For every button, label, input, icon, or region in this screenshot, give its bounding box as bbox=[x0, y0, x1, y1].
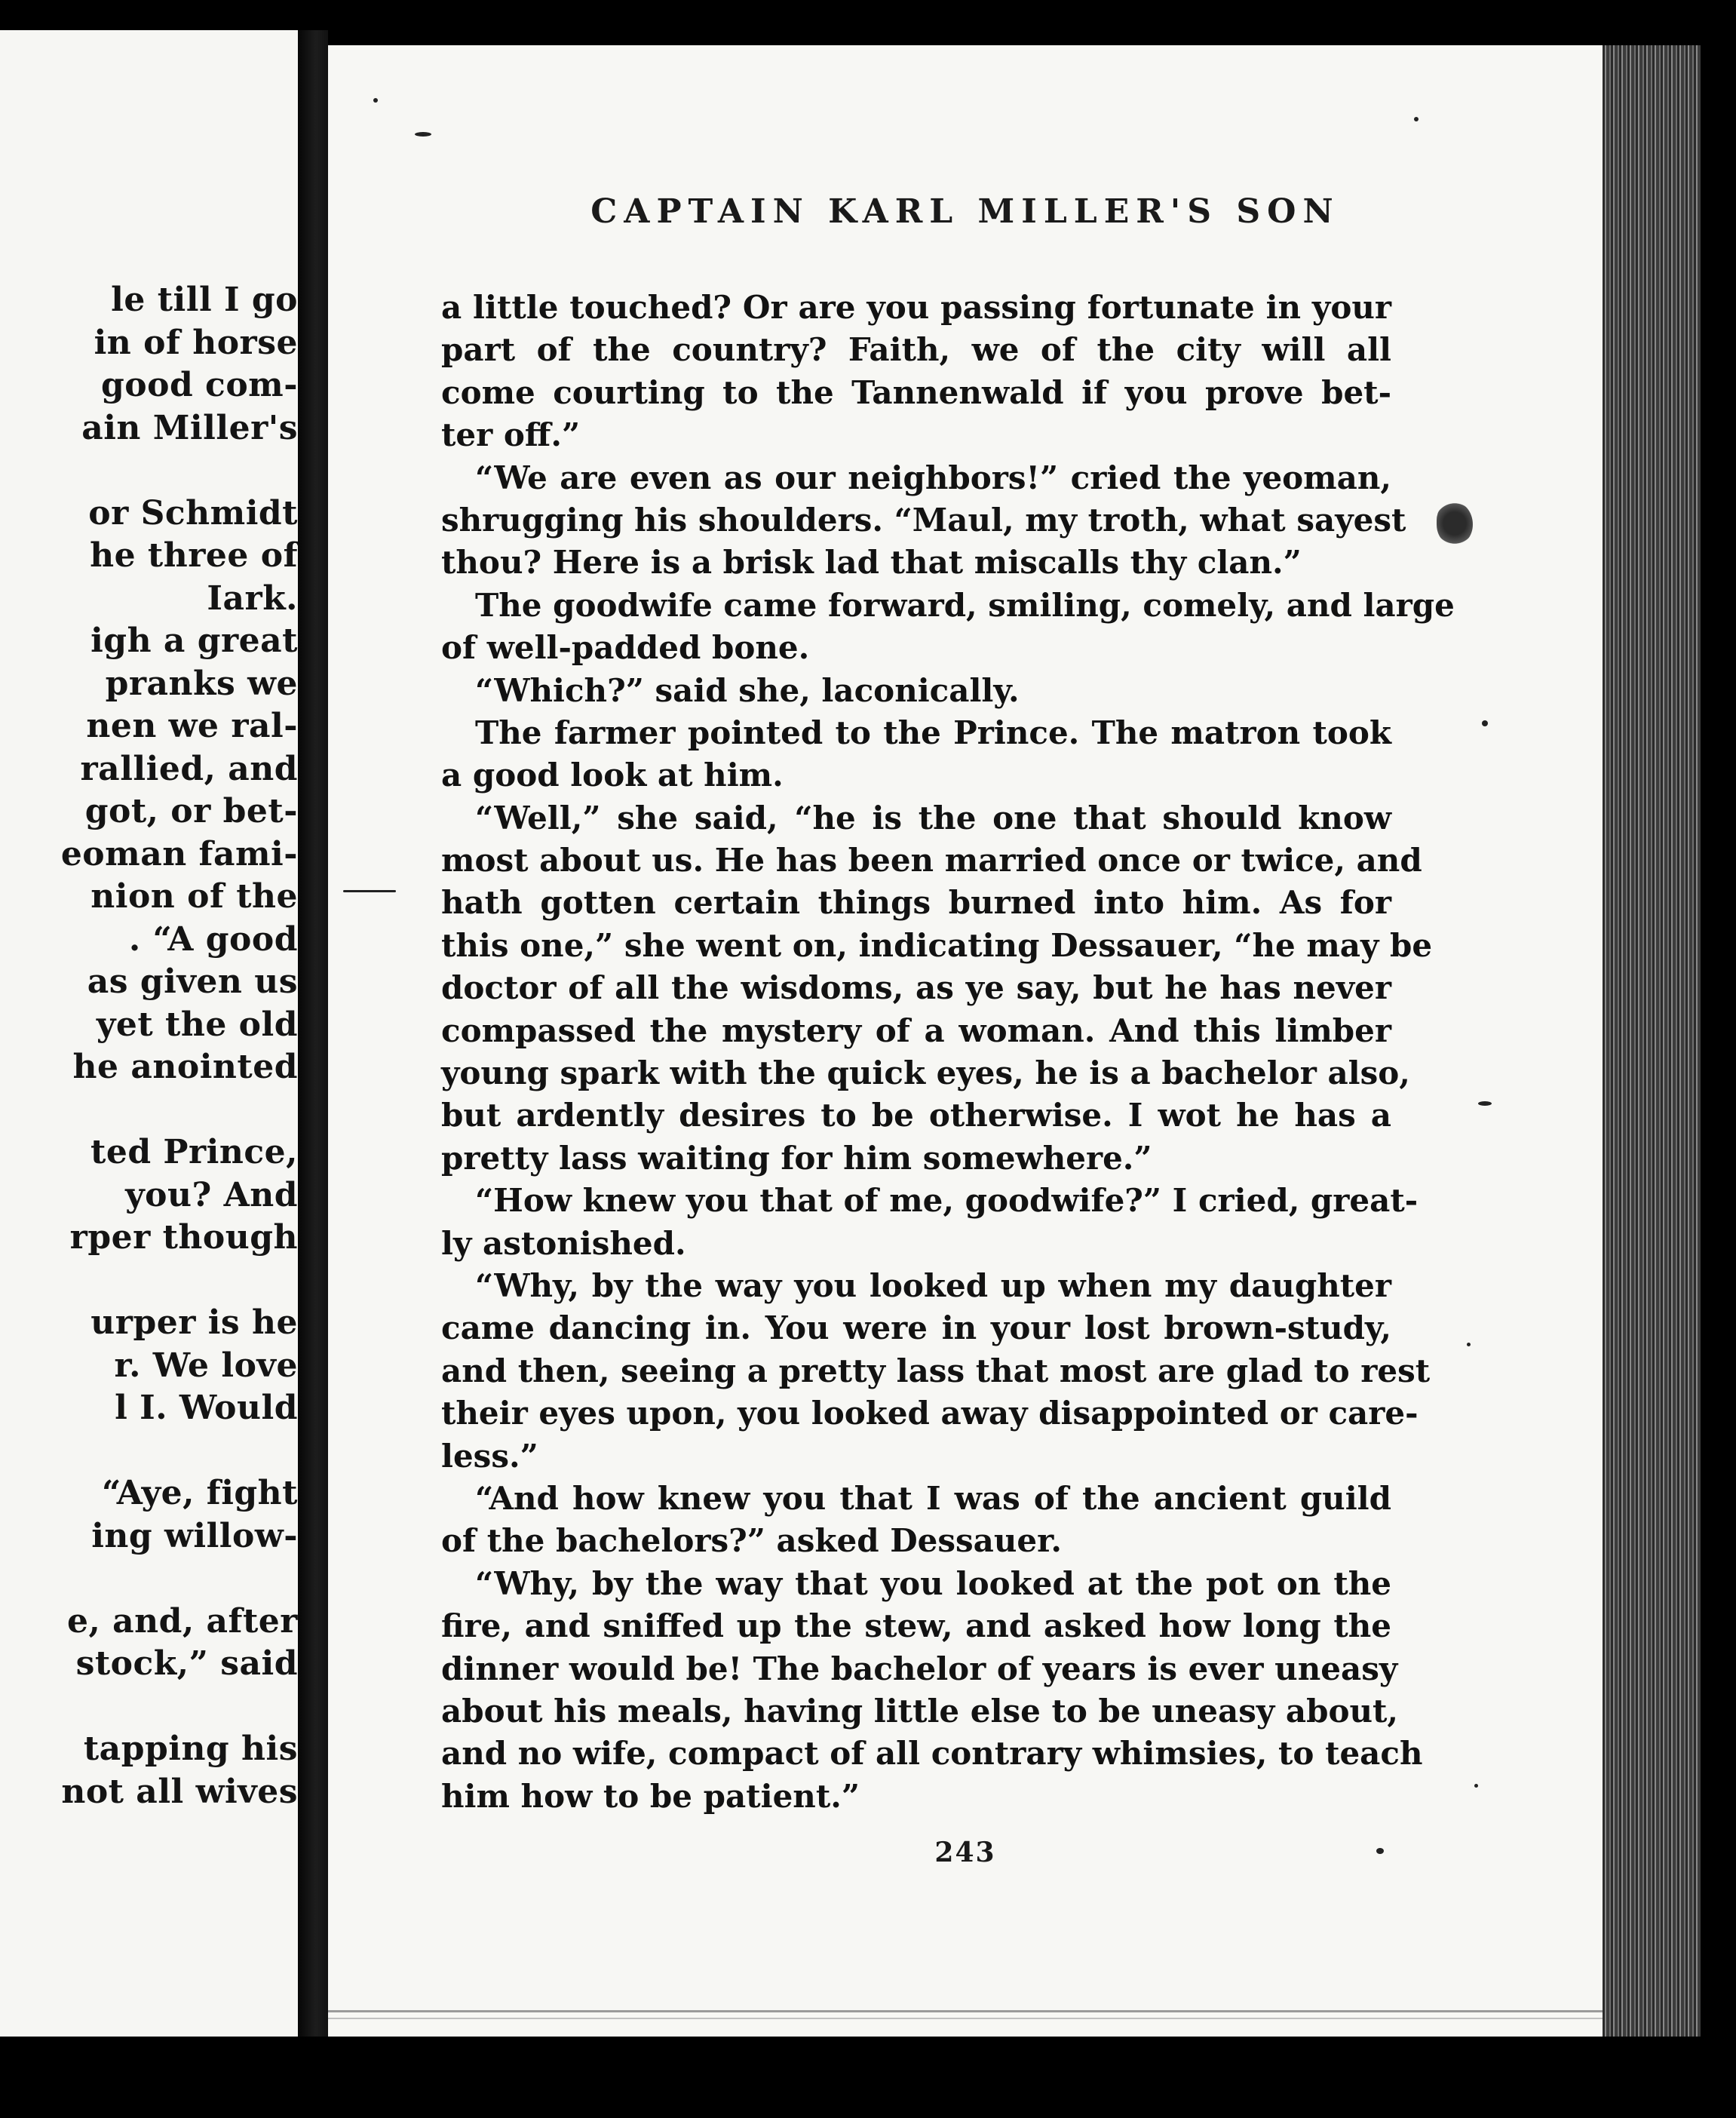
book-gutter bbox=[298, 30, 328, 2037]
left-page-line bbox=[0, 450, 302, 493]
left-page-line: r. We love bbox=[114, 1346, 298, 1385]
text-line: but ardently desires to be otherwise. I wot he has a bbox=[441, 1097, 1391, 1134]
left-page-line: got, or bet- bbox=[84, 792, 298, 830]
text-line: come courting to the Tannenwald if you prove bet- bbox=[441, 373, 1391, 411]
ink-speck bbox=[1482, 720, 1488, 726]
left-page-line: . “A good bbox=[128, 919, 298, 959]
text-line: a good look at him. bbox=[441, 757, 784, 794]
left-page-line bbox=[0, 1089, 302, 1132]
text-line: of the bachelors?” asked Dessauer. bbox=[441, 1522, 1062, 1560]
page-edge-stack bbox=[1603, 45, 1736, 2037]
ink-speck bbox=[415, 132, 431, 137]
left-page-line: in of horse bbox=[94, 323, 298, 362]
text-line: “How knew you that of me, goodwife?” I cried, great- bbox=[475, 1182, 1419, 1220]
left-page-line: ain Miller's bbox=[81, 408, 298, 447]
left-page-line: rallied, and bbox=[80, 749, 298, 788]
text-line: part of the country? Faith, we of the city will all bbox=[441, 331, 1391, 369]
left-page-line: stock,” said bbox=[75, 1644, 298, 1683]
text-line: about his meals, having little else to be uneasy about, bbox=[441, 1692, 1399, 1730]
left-page-lines bbox=[0, 279, 298, 1813]
text-line: young spark with the quick eyes, he is a bachelor also, bbox=[441, 1054, 1410, 1092]
ink-speck bbox=[1414, 117, 1419, 121]
left-page-line: ing willow- bbox=[91, 1516, 298, 1555]
text-line: and no wife, compact of all contrary whimsies, to teach bbox=[441, 1735, 1423, 1773]
left-page-line: he three of bbox=[90, 536, 298, 575]
left-page-line: not all wives bbox=[61, 1772, 298, 1811]
text-line: “And how knew you that I was of the ancient guild bbox=[475, 1479, 1391, 1517]
text-line: dinner would be! The bachelor of years is ever uneasy bbox=[441, 1650, 1398, 1687]
left-page-line: eoman fami- bbox=[60, 834, 298, 873]
scan-bottom-border bbox=[0, 2037, 1736, 2118]
text-line: “We are even as our neighbors!” cried the yeoman, bbox=[475, 459, 1391, 496]
text-line: doctor of all the wisdoms, as ye say, but he has never bbox=[441, 969, 1391, 1007]
left-page-line: urper is he bbox=[90, 1303, 298, 1342]
page-bottom-rule bbox=[328, 2010, 1603, 2012]
left-page-line: rper though bbox=[69, 1218, 298, 1257]
left-page-line: e, and, after bbox=[67, 1601, 298, 1641]
text-line: fire, and sniffed up the stew, and asked how long the bbox=[441, 1607, 1391, 1645]
left-page-line: le till I go bbox=[111, 281, 298, 319]
ink-blot bbox=[1437, 502, 1473, 545]
left-page-line: as given us bbox=[87, 962, 298, 1001]
text-line: compassed the mystery of a woman. And this limber bbox=[441, 1011, 1391, 1049]
text-line: pretty lass waiting for him somewhere.” bbox=[441, 1139, 1152, 1177]
left-page-line: yet the old bbox=[96, 1005, 298, 1044]
text-line: ly astonished. bbox=[441, 1224, 686, 1262]
text-line: him how to be patient.” bbox=[441, 1777, 860, 1815]
text-line: The farmer pointed to the Prince. The matron took bbox=[475, 714, 1391, 751]
text-line: hath gotten certain things burned into him. As for bbox=[441, 884, 1391, 922]
text-line: a little touched? Or are you passing fortunate in your bbox=[441, 289, 1391, 326]
ink-speck bbox=[1478, 1101, 1492, 1106]
text-line: “Well,” she said, “he is the one that should know bbox=[475, 799, 1391, 836]
text-line: “Why, by the way you looked up when my daughter bbox=[475, 1266, 1391, 1304]
left-page-line: or Schmidt bbox=[88, 493, 298, 533]
page-edge-shadow bbox=[1701, 45, 1736, 2037]
ink-speck bbox=[1467, 1343, 1471, 1346]
text-line: “Why, by the way that you looked at the pot on the bbox=[475, 1564, 1391, 1602]
text-line: most about us. He has been married once or twice, and bbox=[441, 842, 1422, 879]
left-page-line: tapping his bbox=[83, 1730, 298, 1768]
text-line: and then, seeing a pretty lass that most are glad to rest bbox=[441, 1352, 1431, 1389]
ink-speck bbox=[373, 98, 378, 103]
text-line: less.” bbox=[441, 1437, 538, 1475]
text-line: The goodwife came forward, smiling, comely, and large bbox=[475, 586, 1455, 624]
page-bottom-rule-secondary bbox=[328, 2018, 1603, 2019]
left-page-line: igh a great bbox=[90, 622, 298, 660]
left-page-line: nion of the bbox=[90, 877, 298, 916]
left-page-line: good com- bbox=[100, 366, 298, 404]
ink-speck bbox=[343, 890, 396, 892]
page-number: 243 bbox=[934, 1837, 996, 1868]
text-line: thou? Here is a brisk lad that miscalls thy clan.” bbox=[441, 544, 1302, 582]
left-page-line bbox=[0, 1430, 302, 1473]
left-page-line: pranks we bbox=[105, 664, 298, 703]
book-page bbox=[328, 45, 1603, 2037]
text-line: came dancing in. You were in your lost brown-study, bbox=[441, 1309, 1391, 1347]
text-line: ter off.” bbox=[441, 416, 581, 454]
left-page-fragment bbox=[0, 30, 302, 2037]
left-page-line bbox=[0, 1686, 302, 1729]
text-line: shrugging his shoulders. “Maul, my troth, what sayest bbox=[441, 501, 1406, 539]
ink-speck bbox=[1376, 1848, 1384, 1854]
page-body-text bbox=[441, 287, 1455, 1818]
left-page-line: “Aye, fight bbox=[101, 1474, 298, 1512]
left-page-line bbox=[0, 1260, 302, 1303]
left-page-line: he anointed bbox=[72, 1048, 298, 1086]
text-line: their eyes upon, you looked away disappointed or care- bbox=[441, 1395, 1419, 1432]
left-page-line bbox=[0, 1558, 302, 1601]
left-page-line: l I. Would bbox=[115, 1389, 298, 1427]
text-line: this one,” she went on, indicating Dessauer, “he may be bbox=[441, 926, 1433, 964]
left-page-line: ted Prince, bbox=[90, 1133, 298, 1171]
left-page-line: nen we ral- bbox=[86, 707, 298, 745]
left-page-line: Iark. bbox=[207, 579, 298, 618]
text-line: “Which?” said she, laconically. bbox=[475, 671, 1020, 709]
running-head: CAPTAIN KARL MILLER'S SON bbox=[590, 192, 1340, 231]
ink-speck bbox=[1474, 1784, 1478, 1788]
text-line: of well-padded bone. bbox=[441, 629, 810, 667]
left-page-line: you? And bbox=[125, 1175, 298, 1214]
